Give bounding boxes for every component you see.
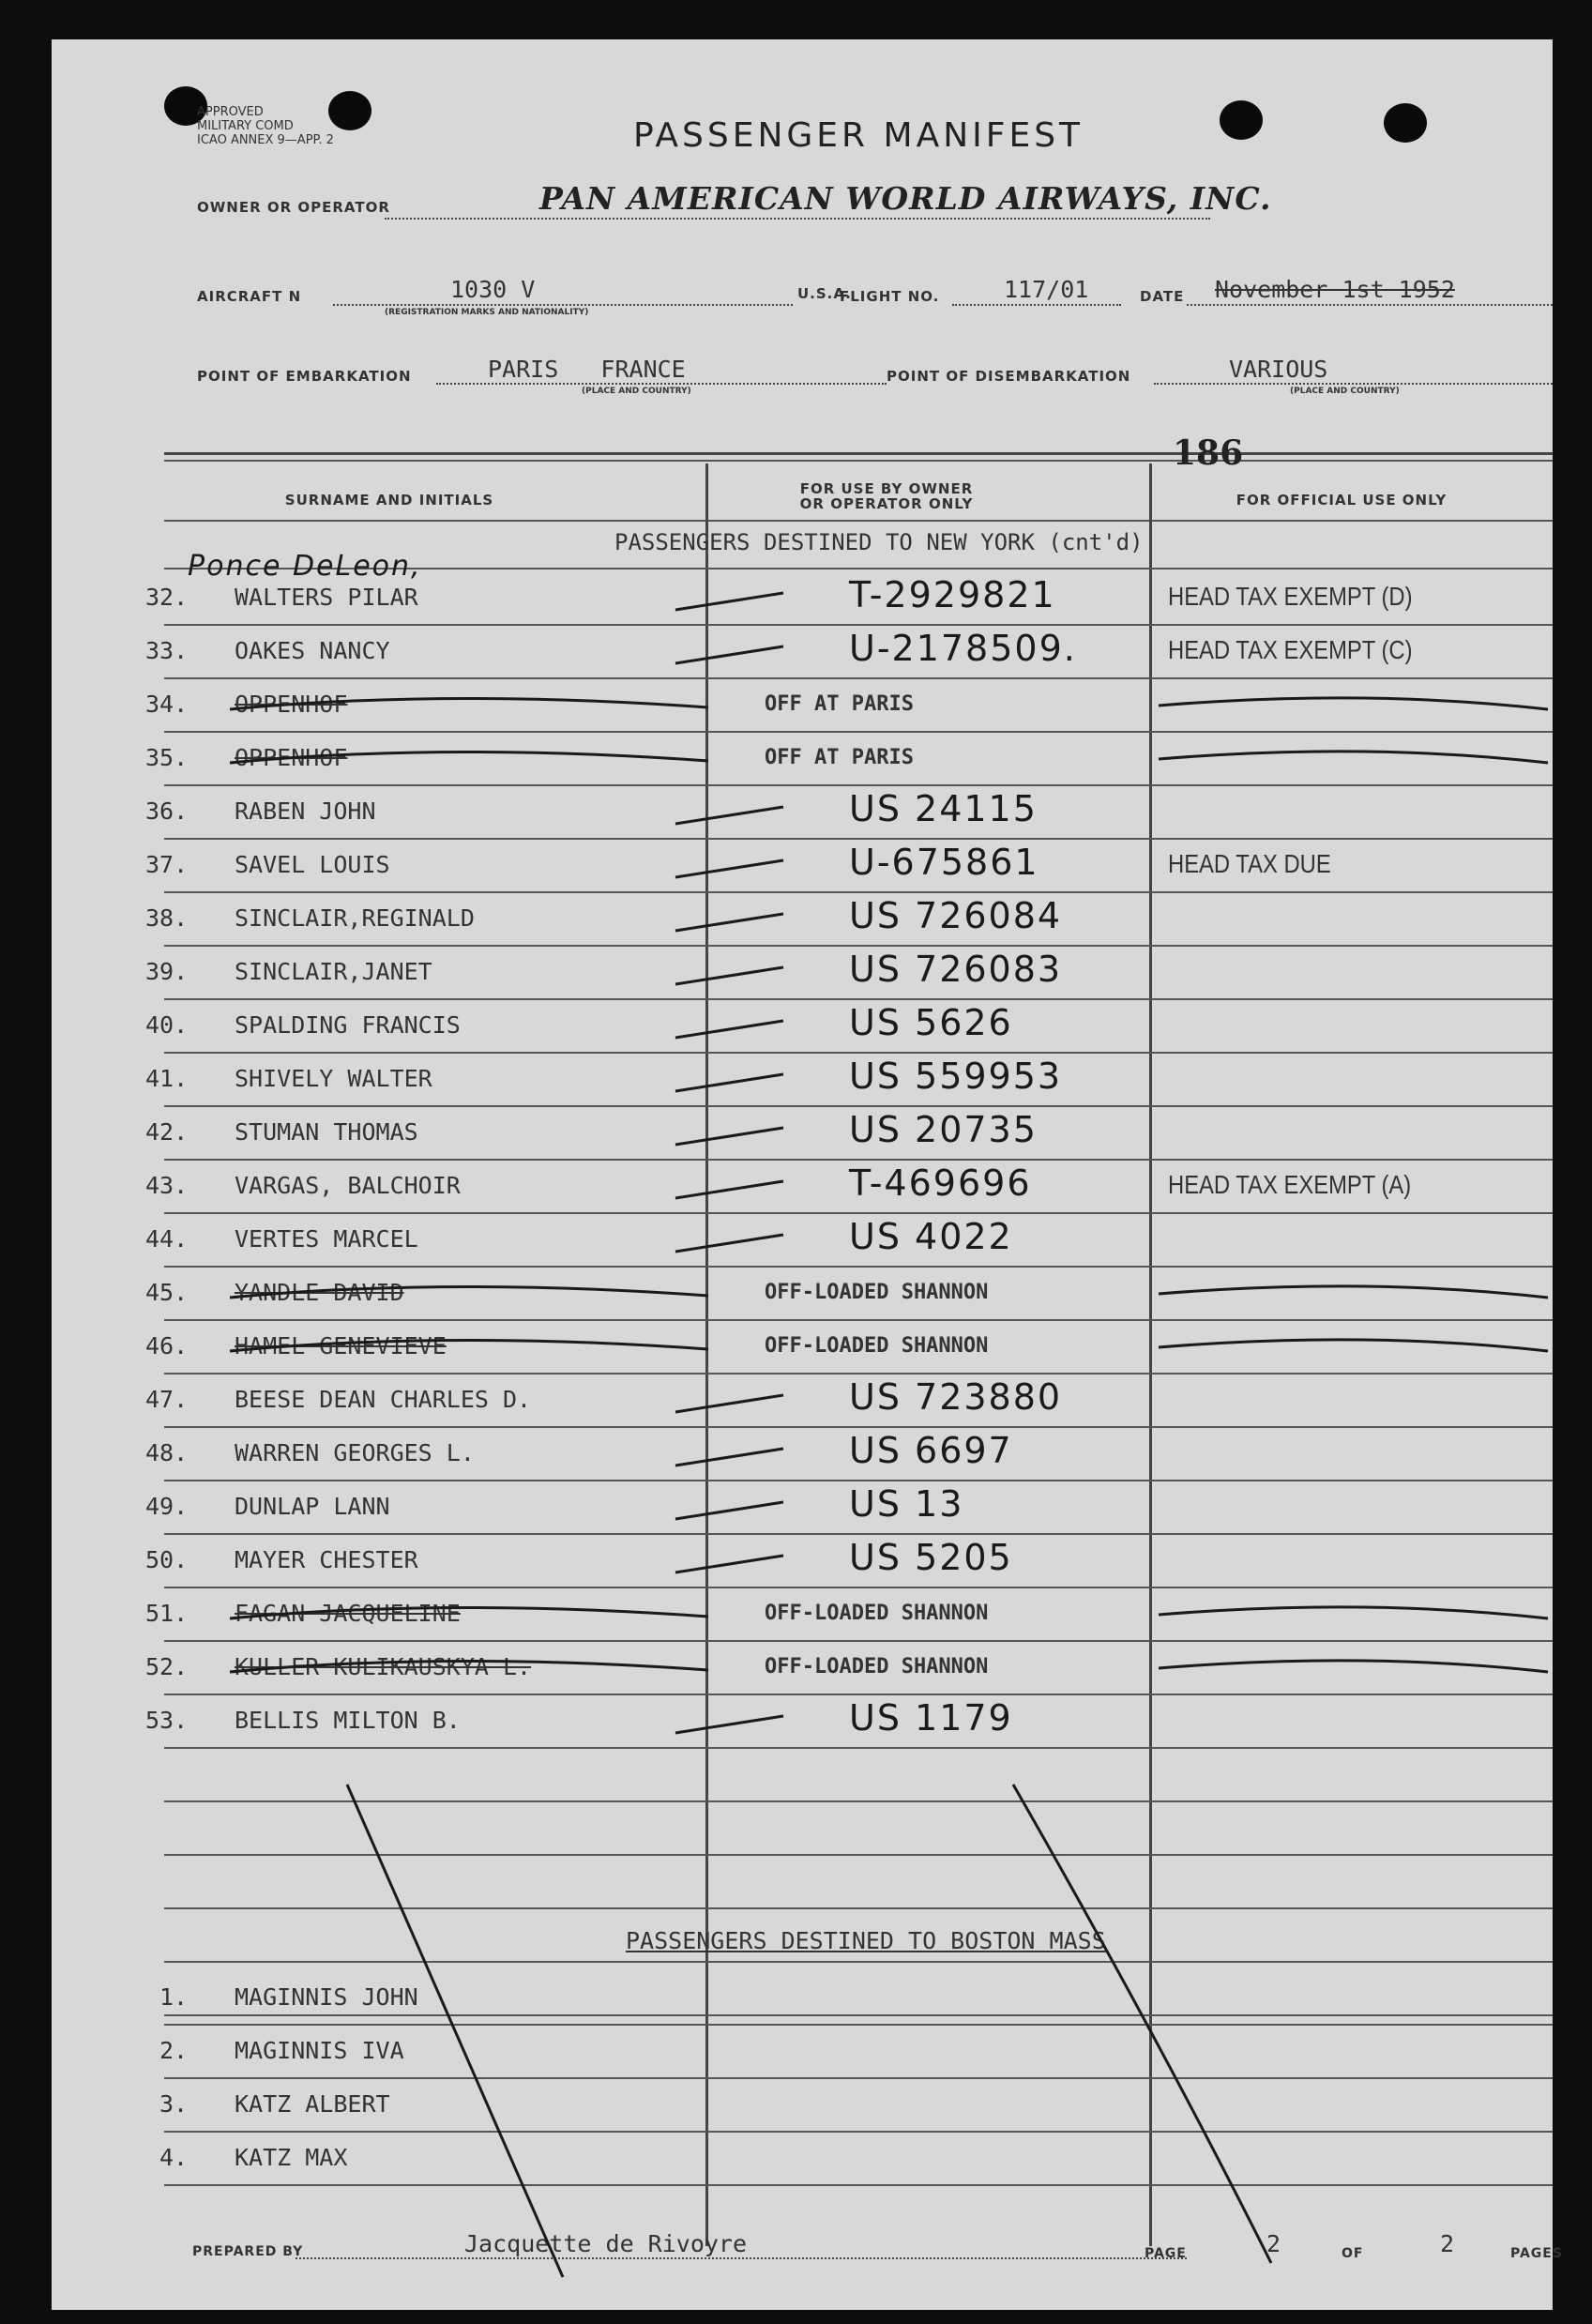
offload-remark: OFF AT PARIS [765, 746, 914, 769]
passenger-number: 33. [145, 637, 189, 664]
passenger-name: SINCLAIR,JANET [235, 958, 432, 985]
passenger-name: FAGAN JACQUELINE [235, 1600, 461, 1627]
embark-value: PARIS FRANCE [488, 356, 686, 383]
head-tax-stamp: HEAD TAX DUE [1168, 849, 1331, 878]
passenger-name: WALTERS PILAR [235, 584, 418, 611]
check-tick [675, 914, 783, 931]
passenger-name: WARREN GEORGES L. [235, 1439, 475, 1466]
col-owner-line1: FOR USE BY OWNER [799, 480, 974, 497]
check-tick [675, 646, 783, 663]
strike-line [230, 698, 1548, 709]
passport-number: US 1179 [849, 1697, 1013, 1739]
disembark-label: POINT OF DISEMBARKATION [887, 368, 1131, 385]
passport-number: US 24115 [849, 788, 1038, 829]
passenger-number: 43. [145, 1172, 189, 1199]
page-value: 2 [1266, 2230, 1281, 2257]
carrier-name: PAN AMERICAN WORLD AIRWAYS, INC. [539, 180, 1272, 217]
approval-line-3: ICAO ANNEX 9—APP. 2 [197, 133, 334, 147]
passport-number: U-675861 [849, 842, 1039, 883]
passenger-number: 38. [145, 904, 189, 932]
passport-number: US 5205 [849, 1537, 1013, 1578]
boston-passenger-number: 1. [159, 1983, 189, 2011]
boston-passenger-number: 4. [159, 2144, 189, 2171]
passport-number: US 20735 [849, 1109, 1038, 1150]
passenger-name: RABEN JOHN [235, 797, 376, 825]
check-tick [675, 1181, 783, 1198]
offload-remark: OFF-LOADED SHANNON [765, 1281, 989, 1304]
passenger-name: BELLIS MILTON B. [235, 1707, 461, 1734]
passport-number: US 4022 [849, 1216, 1013, 1257]
check-tick [675, 1716, 783, 1733]
head-tax-stamp: HEAD TAX EXEMPT (A) [1168, 1170, 1412, 1199]
flight-label: FLIGHT NO. [840, 288, 940, 305]
passport-number: US 559953 [849, 1056, 1063, 1097]
date-label: DATE [1140, 288, 1185, 305]
passenger-number: 37. [145, 851, 189, 878]
passenger-number: 34. [145, 691, 189, 718]
passport-number: US 726083 [849, 949, 1063, 990]
aircraft-value: 1030 V [450, 276, 536, 303]
nationality: U.S.A. [797, 285, 852, 302]
check-tick [675, 807, 783, 824]
passenger-number: 48. [145, 1439, 189, 1466]
passenger-number: 39. [145, 958, 189, 985]
passport-number: US 6697 [849, 1430, 1013, 1471]
embark-sub: (PLACE AND COUNTRY) [582, 387, 691, 396]
strike-line [230, 752, 1548, 763]
strike-line [230, 1340, 1548, 1351]
passenger-name: HAMEL GENEVIEVE [235, 1332, 447, 1359]
passenger-name: OAKES NANCY [235, 637, 390, 664]
passenger-name: SPALDING FRANCIS [235, 1011, 461, 1039]
page-title: PASSENGER MANIFEST [633, 116, 1084, 155]
passenger-name: STUMAN THOMAS [235, 1118, 418, 1146]
handwritten-name-correction: Ponce DeLeon, [188, 550, 422, 583]
passenger-number: 51. [145, 1600, 189, 1627]
check-tick [675, 1449, 783, 1466]
passenger-name: VARGAS, BALCHOIR [235, 1172, 461, 1199]
check-tick [675, 593, 783, 610]
of-label: OF [1342, 2246, 1364, 2261]
aircraft-sub: (REGISTRATION MARKS AND NATIONALITY) [385, 308, 589, 317]
passenger-number: 49. [145, 1493, 189, 1520]
offload-remark: OFF-LOADED SHANNON [765, 1334, 989, 1358]
offload-remark: OFF AT PARIS [765, 692, 914, 716]
strike-line [230, 1286, 1548, 1298]
passenger-number: 47. [145, 1386, 189, 1413]
prepared-value: Jacquette de Rivoyre [464, 2230, 748, 2257]
passenger-number: 36. [145, 797, 189, 825]
passenger-number: 42. [145, 1118, 189, 1146]
check-tick [675, 1395, 783, 1412]
passport-number: US 723880 [849, 1376, 1063, 1418]
boston-passenger-number: 2. [159, 2037, 189, 2064]
passenger-name: DUNLAP LANN [235, 1493, 390, 1520]
passenger-number: 32. [145, 584, 189, 611]
passenger-number: 40. [145, 1011, 189, 1039]
passport-number: T-469696 [849, 1162, 1032, 1204]
check-tick [675, 1235, 783, 1252]
section-boston-title: PASSENGERS DESTINED TO BOSTON MASS [626, 1927, 1106, 1954]
boston-passenger-name: KATZ MAX [235, 2144, 348, 2171]
passenger-name: OPPENHOF [235, 691, 348, 718]
passenger-name: MAYER CHESTER [235, 1546, 418, 1573]
col-official: FOR OFFICIAL USE ONLY [1236, 492, 1448, 509]
passport-number: T-2929821 [849, 574, 1056, 615]
check-tick [675, 1021, 783, 1038]
embark-label: POINT OF EMBARKATION [197, 368, 412, 385]
passport-number: US 726084 [849, 895, 1063, 936]
handwritten-strokes [52, 39, 1553, 2310]
owner-label: OWNER OR OPERATOR [197, 199, 390, 216]
passenger-number: 35. [145, 744, 189, 771]
passenger-name: KULLER KULIKAUSKYA L. [235, 1653, 532, 1680]
head-tax-stamp: HEAD TAX EXEMPT (C) [1168, 635, 1413, 664]
passport-number: US 13 [849, 1483, 964, 1525]
prepared-label: PREPARED BY [192, 2244, 304, 2259]
boston-passenger-name: MAGINNIS JOHN [235, 1983, 418, 2011]
flight-value: 117/01 [1004, 276, 1089, 303]
check-tick [675, 1074, 783, 1091]
aircraft-label: AIRCRAFT N [197, 288, 302, 305]
passenger-name: BEESE DEAN CHARLES D. [235, 1386, 532, 1413]
section-ny-title: PASSENGERS DESTINED TO NEW YORK (cnt'd) [614, 529, 1144, 555]
passenger-number: 45. [145, 1279, 189, 1306]
strike-line [230, 1661, 1548, 1672]
check-tick [675, 967, 783, 984]
passenger-name: SHIVELY WALTER [235, 1065, 432, 1092]
approval-line-1: APPROVED [197, 105, 264, 119]
check-tick [675, 1556, 783, 1572]
offload-remark: OFF-LOADED SHANNON [765, 1602, 989, 1625]
check-tick [675, 860, 783, 877]
check-tick [675, 1128, 783, 1145]
passenger-name: YANDLE DAVID [235, 1279, 404, 1306]
passport-number: U-2178509. [849, 628, 1077, 669]
head-tax-stamp: HEAD TAX EXEMPT (D) [1168, 582, 1413, 611]
boston-passenger-name: MAGINNIS IVA [235, 2037, 404, 2064]
passenger-number: 41. [145, 1065, 189, 1092]
passenger-number: 44. [145, 1225, 189, 1253]
passenger-name: SINCLAIR,REGINALD [235, 904, 475, 932]
manifest-page [52, 39, 1563, 2310]
pages-label: PAGES [1510, 2246, 1563, 2261]
date-value: November 1st 1952 [1215, 276, 1455, 303]
passenger-number: 52. [145, 1653, 189, 1680]
passenger-number: 46. [145, 1332, 189, 1359]
boston-passenger-number: 3. [159, 2090, 189, 2118]
disembark-value: VARIOUS [1229, 356, 1328, 383]
passenger-name: OPPENHOF [235, 744, 348, 771]
approval-line-2: MILITARY COMD [197, 119, 294, 133]
col-owner-line2: OR OPERATOR ONLY [799, 495, 974, 512]
passport-number: US 5626 [849, 1002, 1013, 1043]
check-tick [675, 1502, 783, 1519]
passenger-number: 50. [145, 1546, 189, 1573]
sheet-number: 186 [1173, 433, 1244, 473]
of-value: 2 [1440, 2230, 1455, 2257]
col-surname: SURNAME AND INITIALS [284, 492, 494, 509]
disembark-sub: (PLACE AND COUNTRY) [1290, 387, 1400, 396]
passenger-name: SAVEL LOUIS [235, 851, 390, 878]
passenger-name: VERTES MARCEL [235, 1225, 418, 1253]
passenger-number: 53. [145, 1707, 189, 1734]
page-label: PAGE [1145, 2246, 1187, 2261]
offload-remark: OFF-LOADED SHANNON [765, 1655, 989, 1678]
boston-passenger-name: KATZ ALBERT [235, 2090, 390, 2118]
strike-line [230, 1607, 1548, 1618]
